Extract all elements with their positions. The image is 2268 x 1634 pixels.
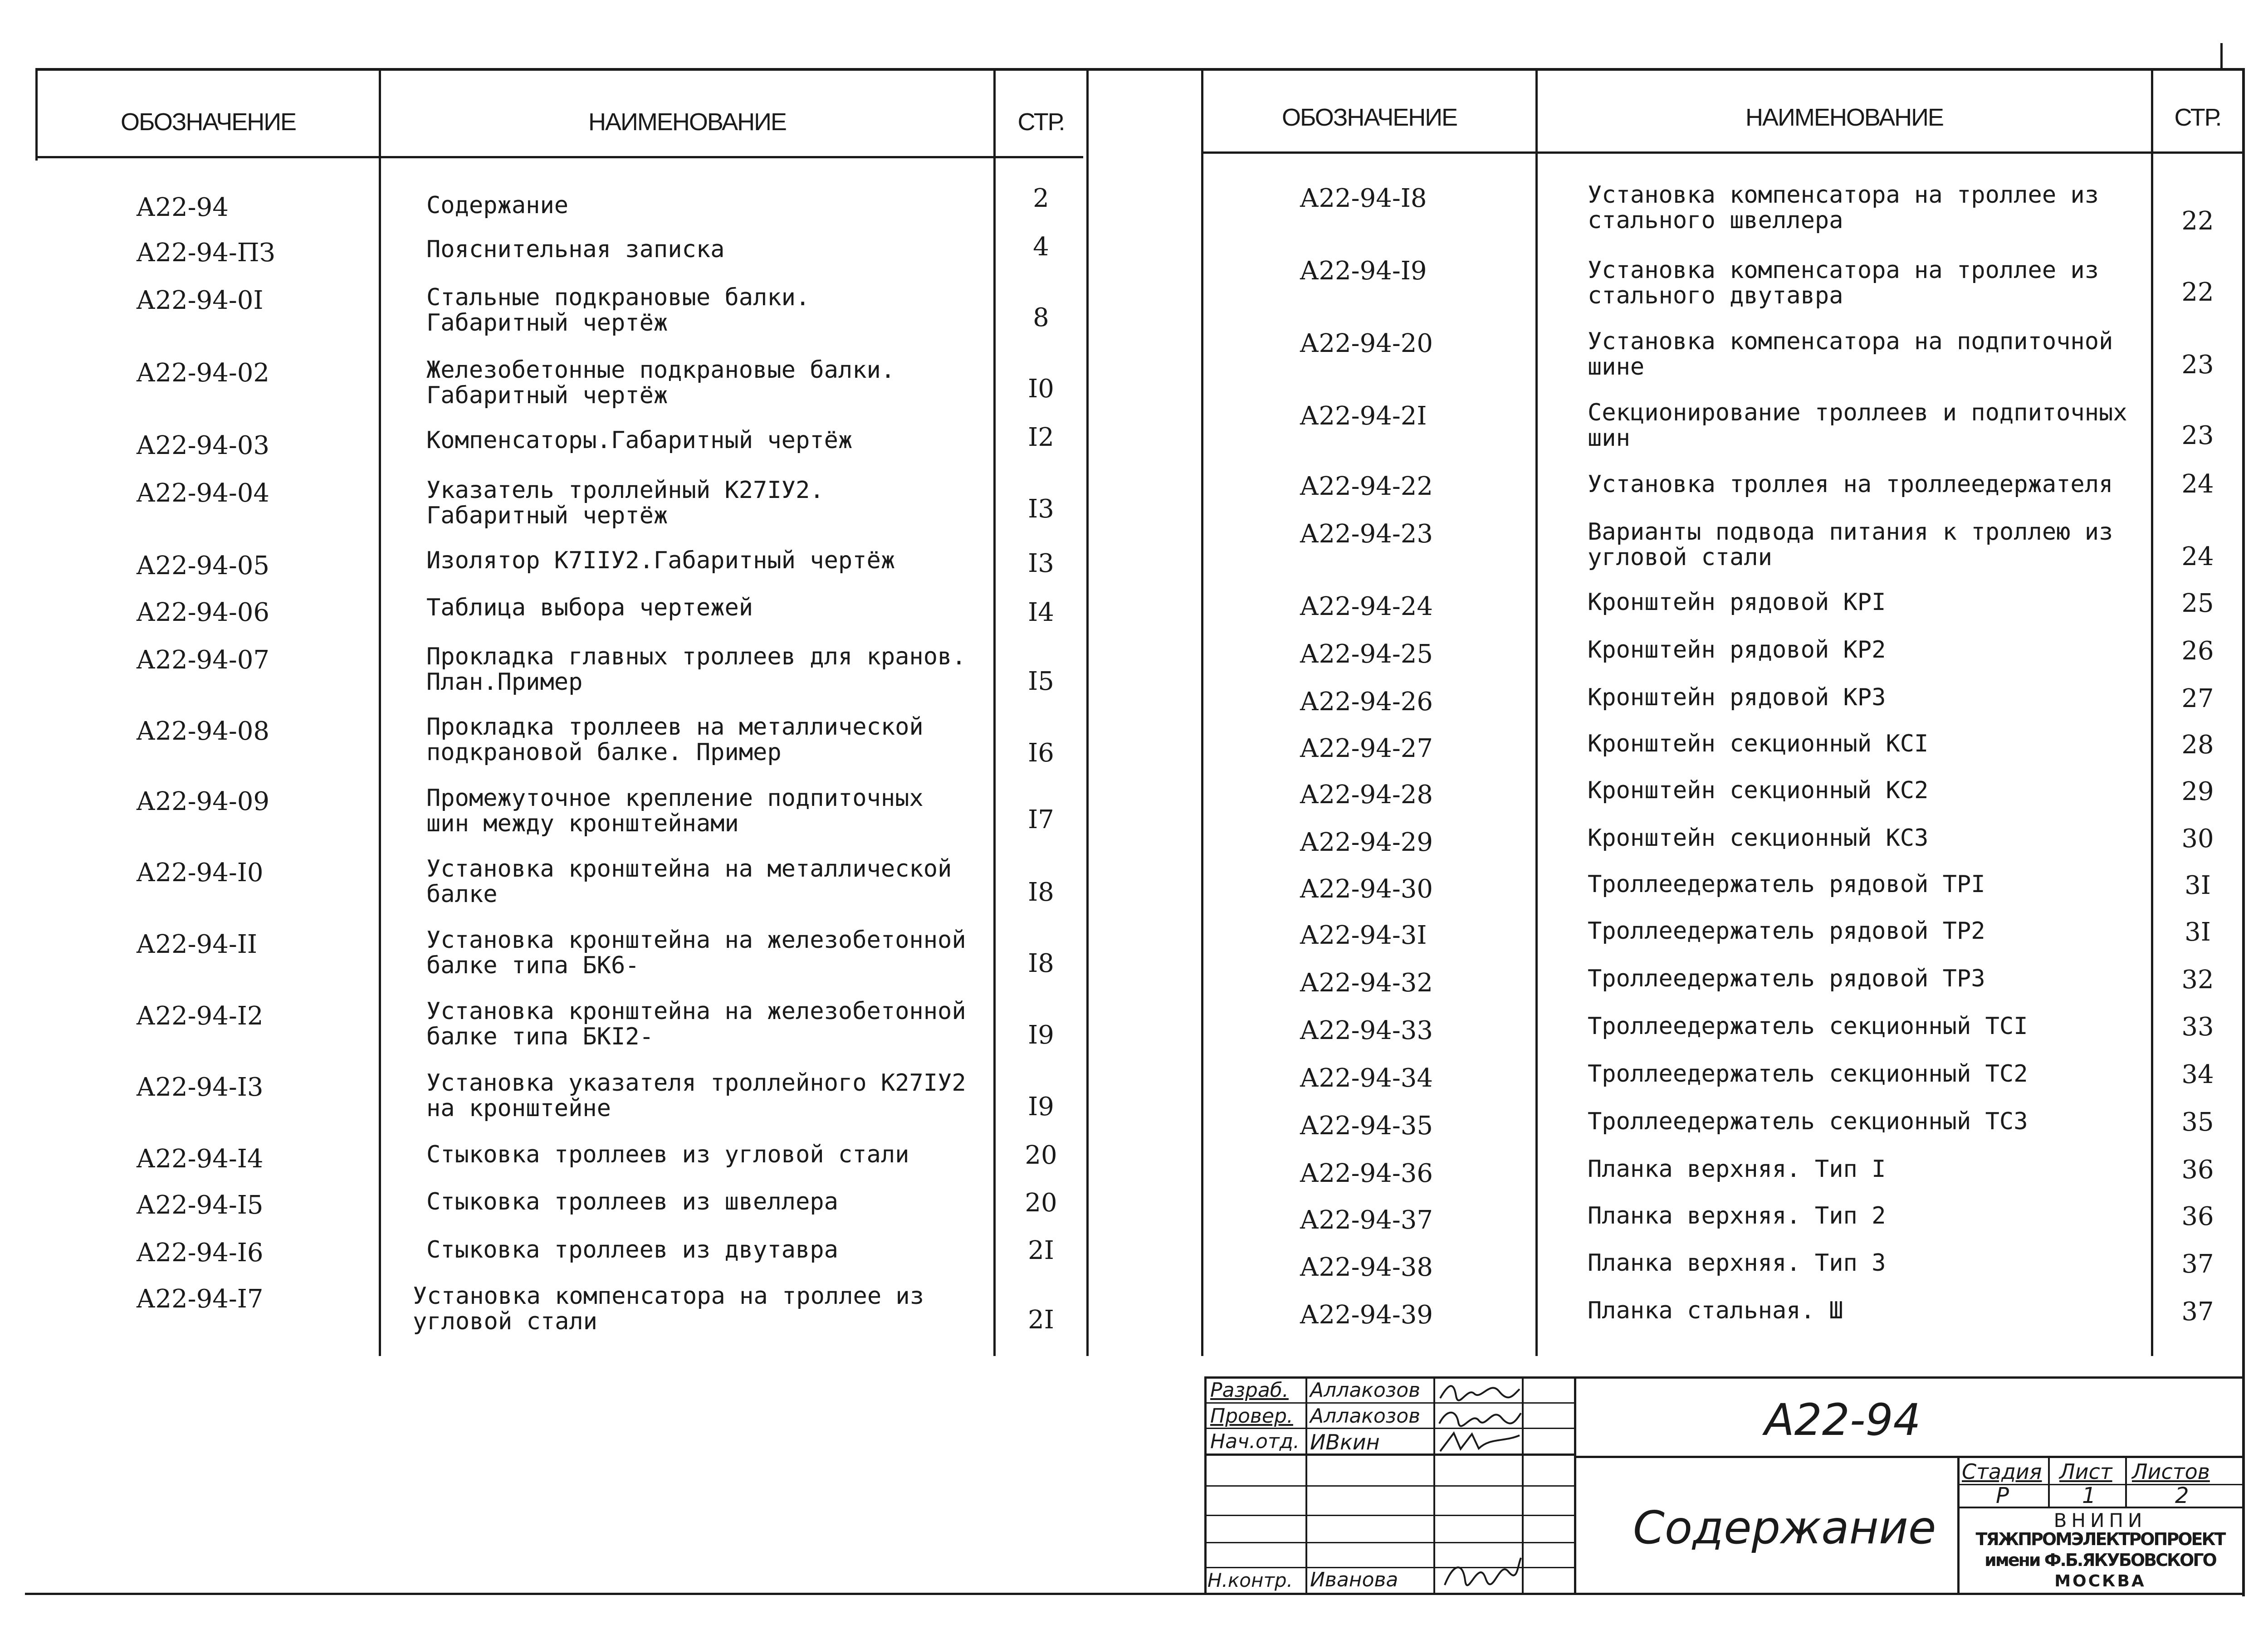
- sheet-value: 1: [2082, 1483, 2096, 1508]
- row-code: А22-94-26: [1300, 687, 1433, 717]
- row-name: Кронштейн рядовой КР2: [1588, 636, 1886, 663]
- row-code: А22-94-02: [136, 358, 270, 388]
- org-line-2: ТЯЖПРОМЭЛЕКТРОПРОЕКТ: [1975, 1529, 2225, 1549]
- row-page: I0: [1028, 374, 1054, 404]
- row-code: А22-94-25: [1300, 639, 1433, 669]
- person-norm-control: Иванова: [1310, 1568, 1398, 1591]
- row-name: Установка компенсатора на подпиточной шине: [1588, 328, 2113, 380]
- row-code: А22-94-35: [1300, 1111, 1433, 1141]
- left-header-designation: ОБОЗНАЧЕНИЕ: [120, 108, 296, 136]
- corner-mark: [2220, 43, 2223, 69]
- row-name: Железобетонные подкрановые балки. Габаритный чертёж: [426, 356, 895, 409]
- row-page: 22: [2181, 278, 2214, 307]
- signature-norm-control: [1440, 1553, 1522, 1590]
- row-code: А22-94-38: [1300, 1253, 1433, 1282]
- row-name: Кронштейн секционный КС2: [1588, 777, 1929, 804]
- row-name: Установка компенсатора на троллее из угловой стали: [413, 1283, 924, 1335]
- row-page: I8: [1028, 878, 1054, 907]
- row-code: А22-94-07: [136, 645, 270, 675]
- row-name: Кронштейн секционный КСI: [1588, 730, 1929, 757]
- signature-checker: [1436, 1403, 1522, 1429]
- row-name: Планка верхняя. Тип 2: [1588, 1202, 1886, 1229]
- person-dept-head: ИВкин: [1310, 1430, 1380, 1454]
- row-page: I9: [1028, 1092, 1054, 1122]
- row-name: Установка компенсатора на троллее из стального двутавра: [1588, 257, 2099, 309]
- row-code: А22-94-22: [1300, 472, 1433, 501]
- role-dept-head: Нач.отд.: [1210, 1430, 1300, 1453]
- row-name: Троллеедержатель рядовой ТР3: [1588, 965, 1985, 992]
- row-name: Промежуточное крепление подпиточных шин между кронштейнами: [426, 785, 924, 837]
- row-page: 29: [2181, 777, 2214, 806]
- sheet-label: Лист: [2059, 1459, 2112, 1484]
- row-name: Кронштейн секционный КС3: [1588, 824, 1929, 852]
- row-page: 23: [2181, 421, 2214, 450]
- row-name: Троллеедержатель секционный ТСI: [1588, 1013, 2028, 1040]
- row-page: I4: [1028, 598, 1054, 627]
- row-page: 26: [2181, 636, 2214, 666]
- row-code: А22-94-37: [1300, 1205, 1433, 1235]
- row-page: 24: [2181, 542, 2214, 571]
- role-norm-control: Н.контр.: [1207, 1569, 1293, 1591]
- org-line-1: ВНИПИ: [2053, 1509, 2147, 1532]
- row-code: А22-94-06: [136, 598, 270, 627]
- role-developer: Разраб.: [1210, 1379, 1289, 1402]
- stage-value: Р: [1996, 1483, 2009, 1508]
- row-page: 3I: [2185, 917, 2211, 947]
- row-code: А22-94-I8: [1300, 184, 1427, 213]
- row-code: А22-94-I5: [136, 1190, 264, 1220]
- row-code: А22-94-I0: [136, 858, 264, 888]
- row-name: Компенсаторы.Габаритный чертёж: [426, 427, 853, 454]
- signature-dept-head: [1436, 1429, 1522, 1454]
- row-name: Установка указателя троллейного К27IУ2 на кронштейне: [426, 1069, 966, 1122]
- row-code: А22-94-20: [1300, 329, 1433, 358]
- row-page: 2I: [1028, 1305, 1054, 1335]
- row-code: А22-94-27: [1300, 734, 1433, 763]
- right-header-page: СТР.: [2174, 104, 2221, 131]
- row-name: Стальные подкрановые балки. Габаритный чертёж: [426, 284, 810, 337]
- person-developer: Аллакозов: [1310, 1379, 1421, 1402]
- row-page: 20: [1025, 1188, 1057, 1218]
- row-code: А22-94-09: [136, 787, 270, 816]
- row-name: Установка троллея на троллеедержателя: [1588, 471, 2113, 498]
- row-name: Троллеедержатель рядовой ТРI: [1588, 871, 1985, 898]
- row-page: I6: [1028, 738, 1054, 768]
- row-code: А22-94-33: [1300, 1016, 1433, 1045]
- row-page: 23: [2181, 350, 2214, 380]
- sheets-label: Листов: [2132, 1459, 2210, 1484]
- row-page: 35: [2181, 1107, 2214, 1137]
- row-page: 24: [2181, 469, 2214, 499]
- right-header-name: НАИМЕНОВАНИЕ: [1745, 104, 1943, 131]
- row-page: I9: [1028, 1020, 1054, 1050]
- row-page: 2I: [1028, 1236, 1054, 1265]
- row-code: А22-94-08: [136, 717, 270, 746]
- right-header-designation: ОБОЗНАЧЕНИЕ: [1281, 104, 1457, 131]
- row-name: Кронштейн рядовой КР3: [1588, 684, 1886, 711]
- row-name: Установка компенсатора на троллее из стального швеллера: [1588, 181, 2099, 234]
- row-name: Установка кронштейна на железобетонной балке типа БК6-: [426, 927, 966, 979]
- sheets-value: 2: [2175, 1483, 2189, 1508]
- row-name: Указатель троллейный К27IУ2. Габаритный чертёж: [426, 477, 824, 529]
- row-code: А22-94-34: [1300, 1063, 1433, 1093]
- row-code: А22-94-28: [1300, 780, 1433, 810]
- row-name: Пояснительная записка: [426, 236, 725, 263]
- person-checker: Аллакозов: [1310, 1405, 1421, 1428]
- row-page: 30: [2181, 824, 2214, 854]
- row-page: I3: [1028, 494, 1054, 524]
- row-code: А22-94-ПЗ: [136, 238, 275, 268]
- org-line-4: МОСКВА: [2054, 1572, 2146, 1590]
- row-name: Варианты подвода питания к троллею из угловой стали: [1588, 518, 2113, 571]
- org-line-3: имени Ф.Б.ЯКУБОВСКОГО: [1984, 1550, 2216, 1570]
- row-code: А22-94-I9: [1300, 256, 1427, 286]
- row-name: Планка стальная. Ш: [1588, 1297, 1843, 1324]
- row-code: А22-94-39: [1300, 1300, 1433, 1330]
- row-page: 27: [2181, 684, 2214, 713]
- row-page: 2: [1033, 184, 1049, 213]
- row-code: А22-94-05: [136, 551, 270, 580]
- row-code: А22-94-30: [1300, 874, 1433, 904]
- row-page: 3I: [2185, 871, 2211, 900]
- row-name: Таблица выбора чертежей: [426, 594, 753, 621]
- row-code: А22-94-32: [1300, 968, 1433, 998]
- left-header-name: НАИМЕНОВАНИЕ: [588, 108, 786, 136]
- signature-developer: [1436, 1378, 1522, 1403]
- row-code: А22-94-2I: [1300, 401, 1427, 431]
- row-page: 33: [2181, 1012, 2214, 1042]
- row-page: 28: [2181, 730, 2214, 760]
- row-code: А22-94-I4: [136, 1144, 264, 1174]
- row-page: 4: [1033, 232, 1049, 262]
- row-code: А22-94-I7: [136, 1284, 264, 1314]
- row-page: 25: [2181, 589, 2214, 618]
- row-name: Троллеедержатель рядовой ТР2: [1588, 917, 1985, 945]
- row-name: Прокладка троллеев на металлической подкрановой балке. Пример: [426, 713, 924, 766]
- row-code: А22-94-I2: [136, 1001, 264, 1031]
- row-name: Троллеедержатель секционный ТС2: [1588, 1060, 2028, 1088]
- row-code: А22-94-I6: [136, 1238, 264, 1268]
- row-code: А22-94-24: [1300, 592, 1433, 621]
- row-name: Стыковка троллеев из двутавра: [426, 1236, 838, 1263]
- document-code: А22-94: [1765, 1395, 1921, 1445]
- row-page: 22: [2181, 206, 2214, 236]
- row-name: Стыковка троллеев из угловой стали: [426, 1141, 909, 1168]
- stage-label: Стадия: [1962, 1459, 2042, 1484]
- row-name: Содержание: [426, 192, 569, 219]
- row-code: А22-94-04: [136, 478, 270, 508]
- row-page: I3: [1028, 549, 1054, 578]
- row-name: Установка кронштейна на железобетонной балке типа БКI2-: [426, 998, 966, 1050]
- row-code: А22-94-0I: [136, 286, 264, 315]
- row-page: I8: [1028, 949, 1054, 978]
- row-code: А22-94-I3: [136, 1073, 264, 1102]
- row-name: Секционирование троллеев и подпиточных шин: [1588, 399, 2127, 452]
- row-page: 32: [2181, 965, 2214, 995]
- row-code: А22-94-II: [136, 930, 258, 959]
- row-page: 37: [2181, 1249, 2214, 1279]
- row-page: 36: [2181, 1202, 2214, 1231]
- row-page: 8: [1033, 303, 1049, 332]
- row-name: Троллеедержатель секционный ТС3: [1588, 1108, 2028, 1135]
- row-code: А22-94-23: [1300, 519, 1433, 549]
- document-title: Содержание: [1633, 1501, 1936, 1554]
- row-page: 37: [2181, 1297, 2214, 1327]
- role-checker: Провер.: [1210, 1405, 1293, 1428]
- row-name: Прокладка главных троллеев для кранов. План.Пример: [426, 643, 966, 696]
- row-page: 36: [2181, 1155, 2214, 1185]
- row-code: А22-94-03: [136, 431, 270, 460]
- row-code: А22-94: [136, 193, 229, 222]
- row-name: Стыковка троллеев из швеллера: [426, 1188, 838, 1215]
- row-name: Установка кронштейна на металлической балке: [426, 855, 952, 908]
- left-header-page: СТР.: [1017, 108, 1065, 136]
- row-code: А22-94-29: [1300, 828, 1433, 857]
- row-page: I5: [1028, 667, 1054, 696]
- row-name: Изолятор К7IIУ2.Габаритный чертёж: [426, 547, 895, 574]
- row-page: 20: [1025, 1141, 1057, 1170]
- row-name: Планка верхняя. Тип I: [1588, 1156, 1886, 1183]
- row-code: А22-94-36: [1300, 1159, 1433, 1188]
- row-page: 34: [2181, 1060, 2214, 1089]
- row-page: I7: [1028, 805, 1054, 834]
- row-code: А22-94-3I: [1300, 921, 1427, 950]
- row-name: Планка верхняя. Тип 3: [1588, 1249, 1886, 1277]
- row-page: I2: [1028, 423, 1054, 452]
- row-name: Кронштейн рядовой КРI: [1588, 589, 1886, 616]
